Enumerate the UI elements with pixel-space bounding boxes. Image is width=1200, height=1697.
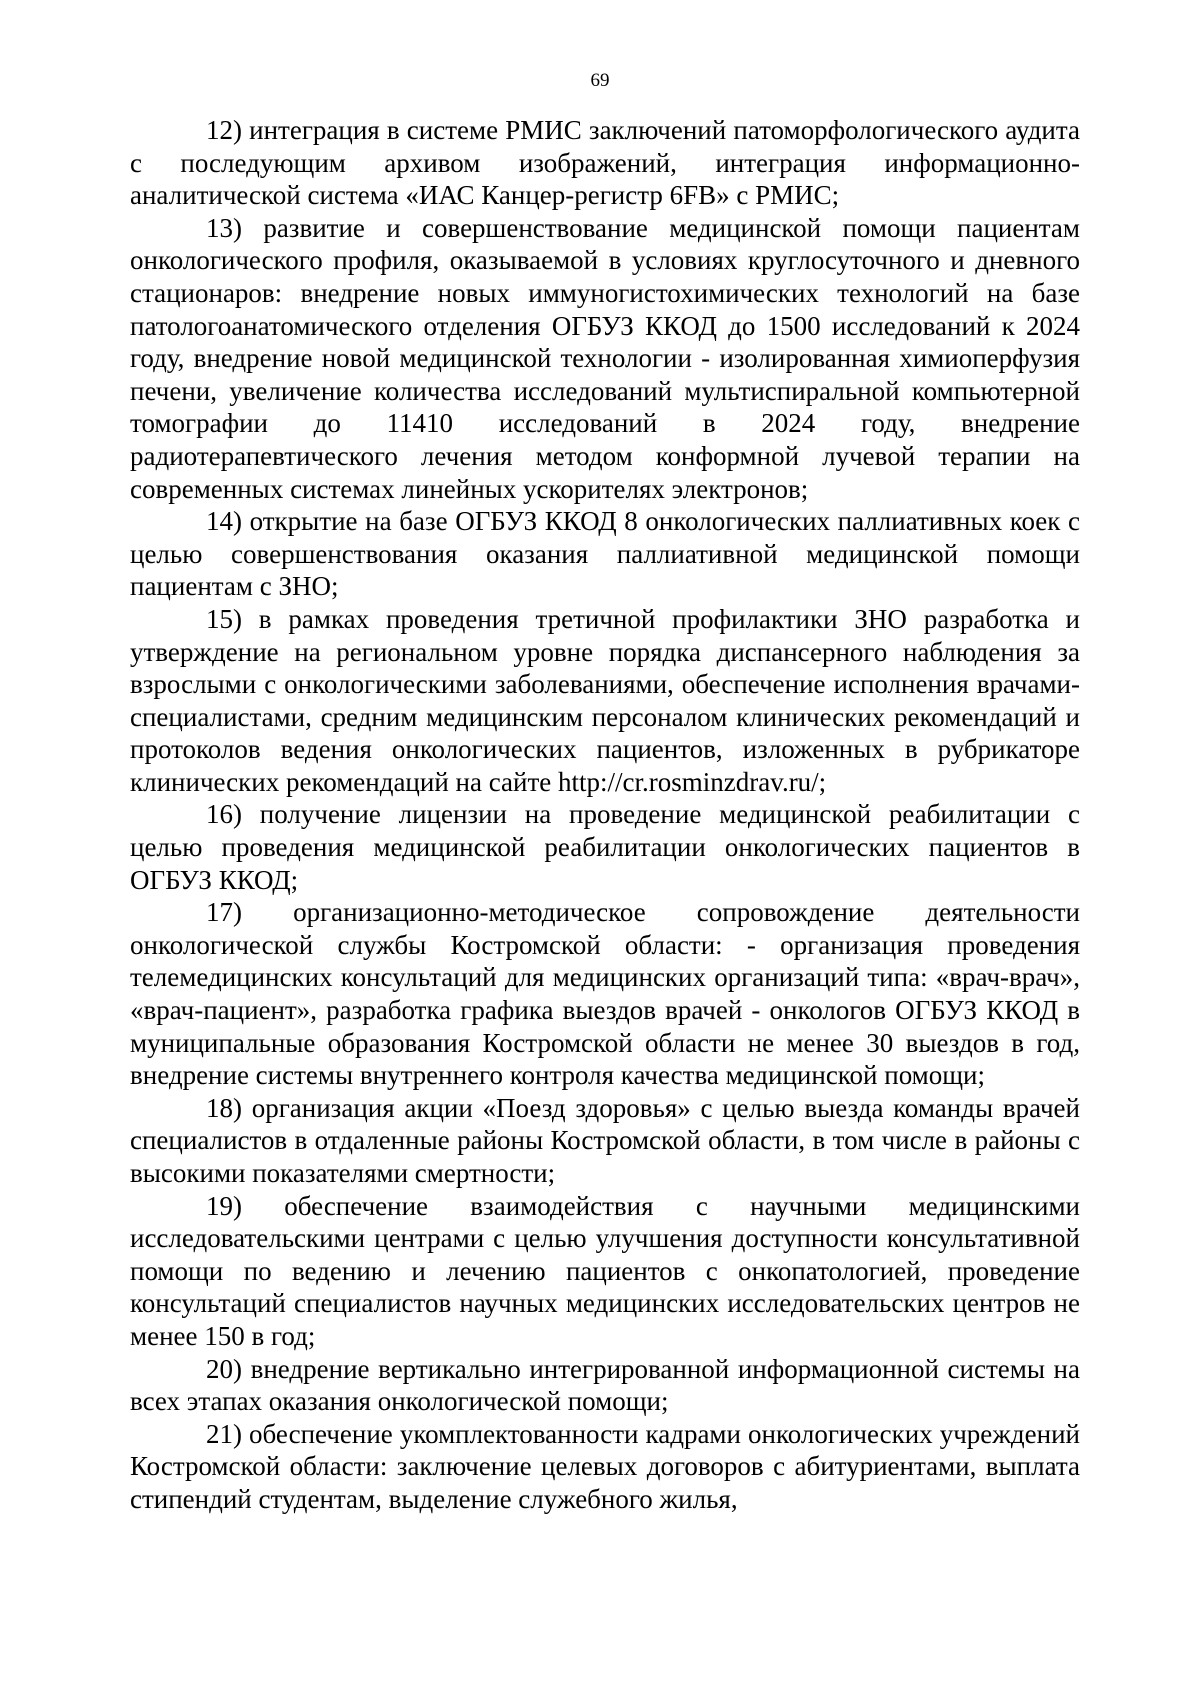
page-number: 69	[590, 70, 610, 91]
paragraph-item-18: 18) организация акции «Поезд здоровья» с целью выезда команды врачей специалистов в отдаленные районы Костромской области, в том числе в районы с высокими показателями смертности;	[130, 1092, 1080, 1188]
document-body	[130, 114, 1080, 1516]
paragraph-item-16: 16) получение лицензии на проведение медицинской реабилитации с целью проведения медицинской реабилитации онкологических пациентов в ОГБУЗ ККОД;	[130, 799, 1080, 895]
paragraph-item-20: 20) внедрение вертикально интегрированной информационной системы на всех этапах оказания онкологической помощи;	[130, 1353, 1080, 1417]
paragraph-item-12: 12) интеграция в системе РМИС заключений патоморфологического аудита с последующим архивом изображений, интеграция информационно-аналитической система «ИАС Канцер-регистр 6FB» с РМИС;	[130, 115, 1080, 211]
paragraph-item-19: 19) обеспечение взаимодействия с научными медицинскими исследовательскими центрами с целью улучшения доступности консультативной помощи по ведению и лечению пациентов с онкопатологией, проведение консультаций специалистов научных медицинских исследовательских центров не менее 150 в год;	[130, 1190, 1080, 1351]
paragraph-item-21: 21) обеспечение укомплектованности кадрами онкологических учреждений Костромской области: заключение целевых договоров с абитуриентами, выплата стипендий студентам, выделение служебного жилья,	[130, 1418, 1080, 1514]
paragraph-item-15: 15) в рамках проведения третичной профилактики ЗНО разработка и утверждение на региональном уровне порядка диспансерного наблюдения за взрослыми с онкологическими заболеваниями, обеспечение исполнения врачами-специалистами, средним медицинским персоналом клинических рекомендаций и протоколов ведения онкологических пациентов, изложенных в рубрикаторе клинических рекомендаций на сайте http://cr.rosminzdrav.ru/;	[130, 603, 1080, 797]
paragraph-item-14: 14) открытие на базе ОГБУЗ ККОД 8 онкологических паллиативных коек с целью совершенствования оказания паллиативной медицинской помощи пациентам с ЗНО;	[130, 506, 1080, 602]
paragraph-item-17: 17) организационно-методическое сопровождение деятельности онкологической службы Костромской области: - организация проведения телемедицинских консультаций для медицинских организаций типа: «врач-врач», «врач-пациент», разработка графика выездов врачей - онкологов ОГБУЗ ККОД в муниципальные образования Костромской области не менее 30 выездов в год, внедрение системы внутреннего контроля качества медицинской помощи;	[130, 897, 1080, 1091]
paragraph-item-13: 13) развитие и совершенствование медицинской помощи пациентам онкологического профиля, оказываемой в условиях круглосуточного и дневного стационаров: внедрение новых иммуногистохимических технологий на базе патологоанатомического отделения ОГБУЗ ККОД до 1500 исследований к 2024 году, внедрение новой медицинской технологии - изолированная химиоперфузия печени, увеличение количества исследований мультиспиральной компьютерной томографии до 11410 исследований в 2024 году, внедрение радиотерапевтического лечения методом конформной лучевой терапии на современных системах линейных ускорителях электронов;	[130, 212, 1080, 504]
